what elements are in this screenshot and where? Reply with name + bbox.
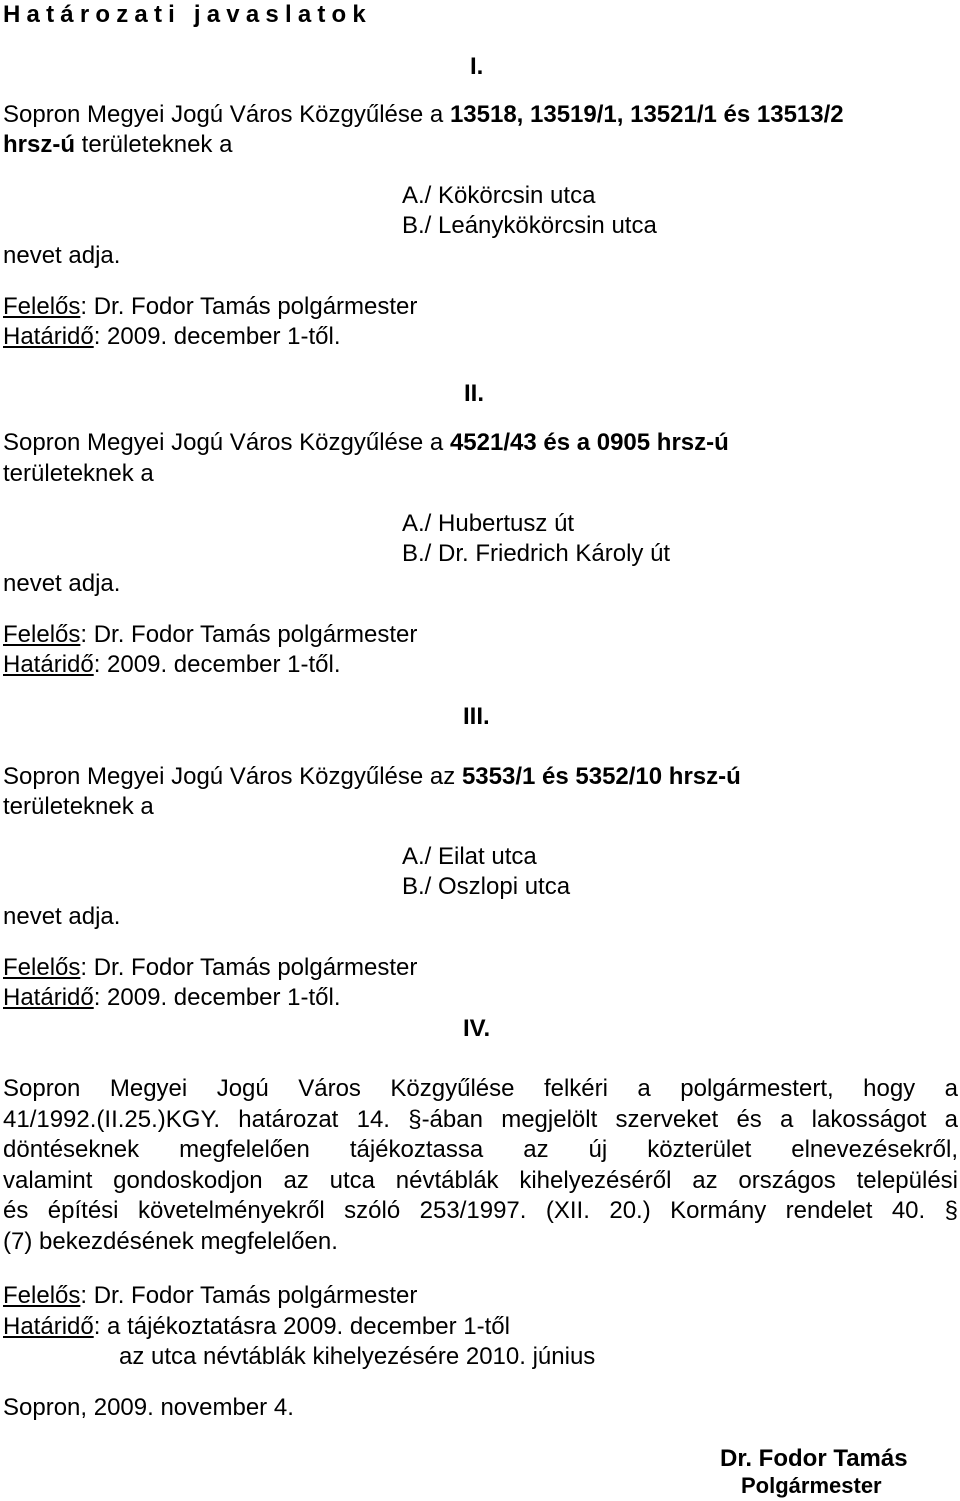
deadline-value: : 2009. december 1-től.: [93, 984, 341, 1011]
place-date: Sopron, 2009. november 4.: [3, 1394, 294, 1421]
section-1-name-b: B./ Leánykökörcsin utca: [402, 212, 657, 239]
responsible-value: : Dr. Fodor Tamás polgármester: [80, 293, 418, 320]
responsible-label: Felelős: [3, 1282, 81, 1309]
section-1-responsible: [3, 293, 417, 321]
section-1-name-a: A./ Kökörcsin utca: [402, 182, 596, 209]
paragraph-line: és építési követelményekről szóló 253/1997. (XII. 20.) Kormány rendelet 40. §: [3, 1197, 958, 1224]
section-1-deadline: [3, 323, 341, 351]
section-3-responsible: [3, 954, 417, 982]
signature-title: Polgármester: [741, 1473, 882, 1498]
paragraph-line: valamint gondoskodjon az utca névtáblák kihelyezéséről az országos települési: [3, 1166, 958, 1194]
section-1-parcels: 13518, 13519/1, 13521/1 és 13513/2: [449, 101, 844, 128]
deadline-label: Határidő: [3, 1313, 94, 1340]
section-numeral-4: IV.: [463, 1015, 491, 1042]
section-1-intro-tail: területeknek a: [81, 131, 233, 158]
section-4-deadline: [3, 1313, 510, 1341]
section-numeral-1: I.: [470, 53, 484, 80]
section-4-deadline-cont: az utca névtáblák kihelyezésére 2010. június: [119, 1343, 596, 1370]
paragraph-line: Sopron Megyei Jogú Város Közgyűlése felkéri a polgármestert, hogy a: [3, 1075, 958, 1102]
responsible-label: Felelős: [3, 954, 81, 981]
deadline-value: : a tájékoztatásra 2009. december 1-től: [93, 1313, 510, 1340]
section-2-deadline: [3, 651, 341, 679]
section-1-closing: nevet adja.: [3, 242, 121, 269]
section-3-deadline: [3, 984, 341, 1012]
section-2-closing: nevet adja.: [3, 570, 121, 597]
signature-name: Dr. Fodor Tamás: [720, 1445, 908, 1472]
section-2-name-a: A./ Hubertusz út: [402, 510, 575, 537]
section-3-intro-prefix: Sopron Megyei Jogú Város Közgyűlése az: [3, 763, 456, 790]
section-1-intro-prefix: Sopron Megyei Jogú Város Közgyűlése a: [3, 101, 444, 128]
section-1-intro-cont: [3, 131, 232, 159]
section-1-intro: [3, 101, 844, 129]
paragraph-line: 41/1992.(II.25.)KGY. határozat 14. §-ában megjelölt szerveket és a lakosságot a: [3, 1105, 958, 1133]
section-2-parcels: 4521/43 és a 0905 hrsz-ú: [449, 429, 729, 456]
section-3-intro: [3, 763, 741, 791]
section-3-parcels: 5353/1 és 5352/10 hrsz-ú: [461, 763, 741, 790]
section-4-paragraph: [3, 1074, 958, 1257]
deadline-label: Határidő: [3, 651, 94, 678]
section-3-intro-cont: területeknek a: [3, 793, 154, 820]
responsible-value: : Dr. Fodor Tamás polgármester: [80, 954, 418, 981]
section-2-intro: [3, 429, 729, 457]
section-numeral-3: III.: [463, 703, 490, 730]
responsible-label: Felelős: [3, 621, 81, 648]
responsible-label: Felelős: [3, 293, 81, 320]
section-numeral-2: II.: [464, 380, 485, 407]
deadline-label: Határidő: [3, 323, 94, 350]
section-2-responsible: [3, 621, 417, 649]
responsible-value: : Dr. Fodor Tamás polgármester: [80, 621, 418, 648]
paragraph-line: (7) bekezdésének megfelelően.: [3, 1227, 338, 1255]
section-3-closing: nevet adja.: [3, 903, 121, 930]
deadline-value: : 2009. december 1-től.: [93, 651, 341, 678]
document-title: Határozati javaslatok: [3, 1, 372, 28]
responsible-value: : Dr. Fodor Tamás polgármester: [80, 1282, 418, 1309]
section-3-name-a: A./ Eilat utca: [402, 843, 537, 870]
section-4-responsible: [3, 1282, 417, 1310]
deadline-label: Határidő: [3, 984, 94, 1011]
section-2-name-b: B./ Dr. Friedrich Károly út: [402, 540, 671, 567]
section-3-name-b: B./ Oszlopi utca: [402, 873, 571, 900]
paragraph-line: döntéseknek megfelelően tájékoztassa az új közterület elnevezésekről,: [3, 1136, 958, 1163]
section-2-intro-cont: területeknek a: [3, 460, 154, 487]
deadline-value: : 2009. december 1-től.: [93, 323, 341, 350]
section-2-intro-prefix: Sopron Megyei Jogú Város Közgyűlése a: [3, 429, 444, 456]
section-1-parcels-suffix: hrsz-ú: [3, 131, 75, 158]
